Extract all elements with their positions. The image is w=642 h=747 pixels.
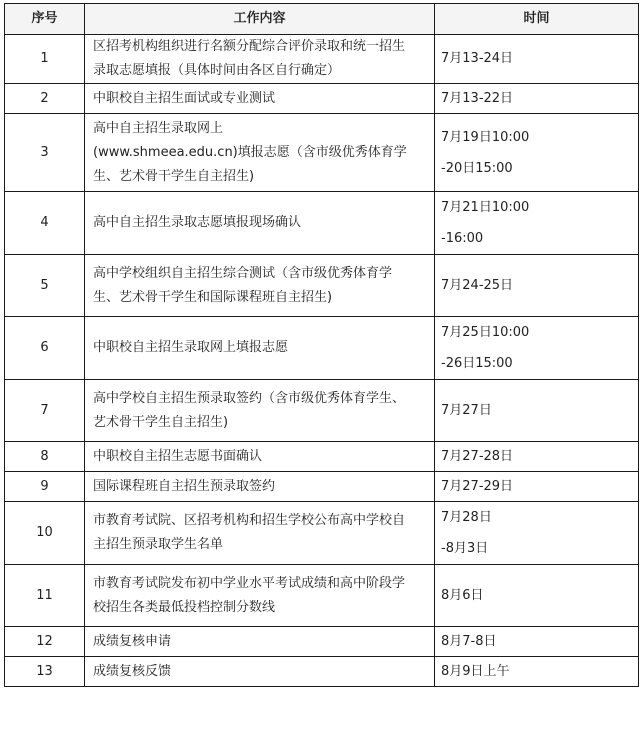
cell-seq: 1	[5, 35, 85, 84]
cell-time	[435, 380, 639, 442]
content-line: 高中学校组织自主招生综合测试（含市级优秀体育学	[93, 265, 393, 281]
table-row	[5, 442, 639, 472]
content-line: 校招生各类最低投档控制分数线	[93, 599, 276, 615]
content-line: 国际课程班自主招生预录取签约	[93, 478, 276, 494]
time-line: 7月27-29日	[441, 478, 514, 494]
header-content: 工作内容	[85, 4, 435, 35]
cell-content	[85, 502, 435, 565]
content-line: 艺术骨干学生自主招生)	[93, 414, 229, 430]
time-line: -16:00	[441, 231, 484, 246]
time-line: 7月13-24日	[441, 51, 514, 66]
content-line: 生、艺术骨干学生和国际课程班自主招生)	[93, 289, 333, 305]
cell-time	[435, 565, 639, 627]
time-line: 7月13-22日	[441, 90, 514, 106]
cell-seq: 11	[5, 565, 85, 627]
cell-seq: 12	[5, 627, 85, 657]
cell-time	[435, 472, 639, 502]
content-line: (www.shmeea.edu.cn)填报志愿（含市级优秀体育学	[93, 144, 407, 160]
cell-seq: 10	[5, 502, 85, 565]
table-row	[5, 35, 639, 84]
content-line: 中职校自主招生录取网上填报志愿	[93, 340, 289, 355]
table-header-row	[5, 4, 639, 35]
time-line: 8月6日	[441, 587, 484, 603]
content-line: 录取志愿填报（具体时间由各区自行确定）	[93, 63, 341, 78]
table-row	[5, 317, 639, 380]
cell-seq: 13	[5, 657, 85, 687]
content-line: 高中自主招生录取网上	[93, 120, 224, 136]
table-row	[5, 502, 639, 565]
content-line: 成绩复核反馈	[93, 663, 172, 679]
cell-content	[85, 627, 435, 657]
cell-content	[85, 380, 435, 442]
time-line: 7月28日	[441, 510, 492, 525]
cell-content	[85, 565, 435, 627]
table-row	[5, 84, 639, 114]
cell-content	[85, 657, 435, 687]
time-line: 7月21日10:00	[441, 200, 530, 215]
header-time: 时间	[435, 4, 639, 35]
cell-time	[435, 317, 639, 380]
cell-time	[435, 442, 639, 472]
time-line: -8月3日	[441, 541, 489, 556]
cell-content	[85, 317, 435, 380]
cell-seq: 8	[5, 442, 85, 472]
cell-time	[435, 502, 639, 565]
time-line: 7月19日10:00	[441, 129, 530, 145]
time-line: -20日15:00	[441, 160, 513, 176]
cell-seq: 9	[5, 472, 85, 502]
cell-content	[85, 84, 435, 114]
cell-content	[85, 192, 435, 255]
cell-time	[435, 627, 639, 657]
cell-seq: 4	[5, 192, 85, 255]
cell-content	[85, 472, 435, 502]
table-row	[5, 255, 639, 317]
cell-seq: 2	[5, 84, 85, 114]
time-line: 8月9日上午	[441, 663, 510, 679]
cell-time	[435, 35, 639, 84]
content-line: 生、艺术骨干学生自主招生)	[93, 168, 255, 184]
time-line: 7月24-25日	[441, 277, 514, 293]
table-row	[5, 657, 639, 687]
cell-seq: 5	[5, 255, 85, 317]
table-row	[5, 472, 639, 502]
cell-content	[85, 35, 435, 84]
table-body	[5, 35, 639, 687]
table-row	[5, 192, 639, 255]
content-line: 高中学校自主招生预录取签约（含市级优秀体育学生、	[93, 390, 406, 406]
table-row	[5, 565, 639, 627]
cell-time	[435, 255, 639, 317]
content-line: 主招生预录取学生名单	[93, 537, 224, 552]
time-line: 8月7-8日	[441, 633, 497, 649]
table-row	[5, 380, 639, 442]
content-line: 中职校自主招生面试或专业测试	[93, 90, 276, 106]
content-line: 中职校自主招生志愿书面确认	[93, 448, 263, 464]
cell-time	[435, 84, 639, 114]
cell-seq: 3	[5, 114, 85, 192]
cell-content	[85, 255, 435, 317]
cell-time	[435, 657, 639, 687]
schedule-table	[4, 3, 639, 687]
content-line: 市教育考试院发布初中学业水平考试成绩和高中阶段学	[93, 575, 406, 591]
time-line: 7月27日	[441, 402, 492, 418]
cell-content	[85, 114, 435, 192]
content-line: 成绩复核申请	[93, 633, 172, 649]
content-line: 市教育考试院、区招考机构和招生学校公布高中学校自	[93, 513, 406, 528]
cell-content	[85, 442, 435, 472]
cell-seq: 7	[5, 380, 85, 442]
table-row	[5, 114, 639, 192]
table-row	[5, 627, 639, 657]
time-line: -26日15:00	[441, 356, 513, 371]
header-seq: 序号	[5, 4, 85, 35]
content-line: 区招考机构组织进行名额分配综合评价录取和统一招生	[93, 39, 406, 54]
time-line: 7月25日10:00	[441, 325, 530, 340]
cell-time	[435, 192, 639, 255]
time-line: 7月27-28日	[441, 448, 514, 464]
cell-seq: 6	[5, 317, 85, 380]
cell-time	[435, 114, 639, 192]
content-line: 高中自主招生录取志愿填报现场确认	[93, 215, 302, 230]
